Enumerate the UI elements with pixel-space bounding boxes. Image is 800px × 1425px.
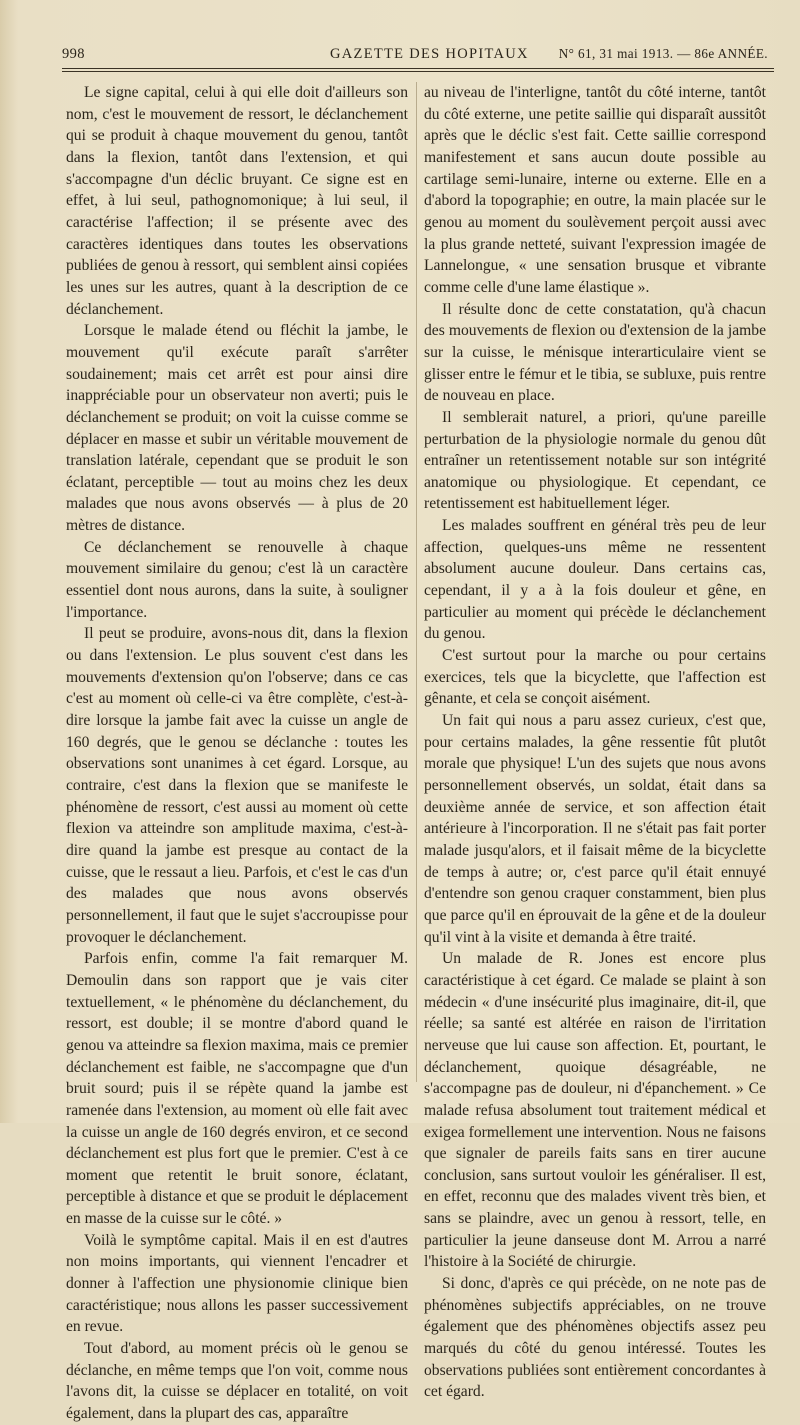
header-rule-top <box>62 68 774 69</box>
issue-info: N° 61, 31 mai 1913. — 86e ANNÉE. <box>558 46 768 61</box>
paragraph: Voilà le symptôme capital. Mais il en est d'autres non moins importants, qui viennent l'encadrer et donner à l'affection une physionomie clinique bien caractéristique; nous allons les passer successivement en revue. <box>66 1231 408 1336</box>
paragraph: Un fait qui nous a paru assez curieux, c'est que, pour certains malades, la gêne ressentie fût plutôt morale que physique! L'un des sujets que nous avons personnellement observés, un soldat, était dans sa deuxième année de service, et son affection était antérieure à l'incorporation. Il ne s'était pas fait porter malade jusqu'alors, et il faisait même de la bicyclette de temps à autre; or, c'est parce qu'il était ennuyé d'entendre son genou craquer constamment, bien plus que parce qu'il en éprouvait de la gêne et de la douleur qu'il vint à la visite et demanda à être traité. <box>424 712 766 946</box>
paragraph: Si donc, d'après ce qui précède, on ne note pas de phénomènes subjectifs appréciables, on ne trouve également que des phénomènes objectifs assez peu marqués du côté du genou intéressé. Toutes les observations publiées sont entièrement concordantes à cet égard. <box>424 1275 766 1401</box>
paragraph: Tout d'abord, au moment précis où le genou se déclanche, en même temps que l'on voit, comme nous l'avons dit, la cuisse se déplacer en totalité, on voit également, dans la plupart des cas, apparaître <box>66 1340 408 1423</box>
paragraph: Les malades souffrent en général très peu de leur affection, quelques-uns même ne ressentent absolument aucune douleur. Dans certains cas, cependant, il y a à la fois douleur et gêne, en particulier au moment qui précède le déclanchement du genou. <box>424 517 766 643</box>
paragraph: Ce déclanchement se renouvelle à chaque mouvement similaire du genou; c'est là un caractère essentiel dont nous aurons, dans la suite, à souligner l'importance. <box>66 538 408 621</box>
journal-title: GAZETTE DES HOPITAUX <box>330 46 529 62</box>
paragraph: Le signe capital, celui à qui elle doit d'ailleurs son nom, c'est le mouvement de ressort, le déclanchement qui se produit à chaque mouvement du genou, tantôt dans la flexion, tantôt dans l'extension, et qui s'accompagne d'un déclic bruyant. Ce signe est en effet, à lui seul, pathognomonique; à lui seul, il caractérise l'affection; il se présente avec des caractères identiques dans toutes les observations publiées de genou à ressort, qui semblent ainsi copiées les unes sur les autres, quant à la description de ce déclanchement. <box>66 84 408 318</box>
paragraph: Il résulte donc de cette constatation, qu'à chacun des mouvements de flexion ou d'extension de la jambe sur la cuisse, le ménisque interarticulaire vient se glisser entre le fémur et le tibia, se subluxe, puis rentre de nouveau en place. <box>424 300 766 405</box>
paragraph: Il semblerait naturel, a priori, qu'une pareille perturbation de la physiologie normale du genou dût entraîner un retentissement notable sur son intégrité anatomique ou physiologique. Et cependant, ce retentissement est habituellement léger. <box>424 408 766 513</box>
paragraph: Un malade de R. Jones est encore plus caractéristique à cet égard. Ce malade se plaint à son médecin « d'une insécurité plus imaginaire, dit-il, que réelle; sa santé est altérée en raison de l'irritation nerveuse que lui cause son affection. Et, pourtant, le déclanchement, quoique désagréable, ne s'accompagne pas de douleur, ni d'épanchement. » Ce malade refusa absolument tout traitement médical et exigea formellement une intervention. Nous ne faisons que signaler de pareils faits sans en tirer aucune conclusion, sans surtout vouloir les généraliser. Il est, en effet, reconnu que des malades vivent très bien, et sans se plaindre, avec un genou à ressort, telle, en particulier la jeune danseuse dont M. Arrou a narré l'histoire à la Société de chirurgie. <box>424 950 766 1271</box>
paragraph-continued: au niveau de l'interligne, tantôt du côté interne, tantôt du côté externe, une petite saillie qui disparaît aussitôt après que le déclic s'est fait. Cette saillie correspond manifestement et sans aucun doute possible au cartilage semi-lunaire, interne ou externe. Elle en a d'abord la topographie; en outre, la main placée sur le genou au moment du soulèvement perçoit aussi avec la plus grande netteté, suivant l'expression imagée de Lannelongue, « une sensation brusque et vibrante comme celle d'une lame élastique ». <box>424 84 766 296</box>
paragraph: Parfois enfin, comme l'a fait remarquer M. Demoulin dans son rapport que je vais citer textuellement, « le phénomène du déclanchement, du ressort, est double; il se montre d'abord quand le genou va atteindre sa flexion maxima, mais ce premier déclanchement est faible, ne s'accompagne que d'un bruit sourd; puis il se répète quand la jambe est ramenée dans l'extension, au moment où elle fait avec la cuisse un angle de 160 degrés environ, et ce second déclanchement est plus fort que le premier. C'est à ce moment que retentit le bruit sonore, éclatant, perceptible à distance et que se produit le déplacement en masse de la cuisse sur le côté. » <box>66 950 408 1228</box>
paragraph: Il peut se produire, avons-nous dit, dans la flexion ou dans l'extension. Le plus souvent c'est dans les mouvements d'extension qu'on l'observe; dans ce cas c'est au moment où celle-ci va être complète, c'est-à-dire lorsque la jambe fait avec la cuisse un angle de 160 degrés, que le genou se déclanche : toutes les observations sont unanimes à cet égard. Lorsque, au contraire, c'est dans la flexion que se manifeste le phénomène de ressort, c'est aussi au moment où cette flexion va atteindre son amplitude maxima, c'est-à-dire quand la jambe est presque au contact de la cuisse, que le ressaut a lieu. Parfois, et c'est le cas d'un des malades que nous avons observés personnellement, il faut que le sujet s'accroupisse pour provoquer le déclanchement. <box>66 625 408 946</box>
column-divider <box>416 82 417 1082</box>
header-rule-bottom <box>62 71 774 72</box>
paragraph: Lorsque le malade étend ou fléchit la jambe, le mouvement qu'il exécute paraît s'arrêter soudainement; mais cet arrêt est pour ainsi dire inappréciable pour un observateur non averti; puis le déclanchement se produit; on voit la cuisse comme se déplacer en masse et subir un véritable mouvement de translation latérale, cependant que se produit le son éclatant, perceptible — tout au moins chez les deux malades que nous avons observés — à plus de 20 mètres de distance. <box>66 322 408 535</box>
page-header <box>62 44 772 66</box>
left-column <box>66 82 408 1425</box>
paragraph: C'est surtout pour la marche ou pour certains exercices, tels que la bicyclette, que l'affection est gênante, et cela se conçoit aisément. <box>424 647 766 708</box>
page-number: 998 <box>62 46 85 62</box>
right-column <box>424 82 766 1403</box>
